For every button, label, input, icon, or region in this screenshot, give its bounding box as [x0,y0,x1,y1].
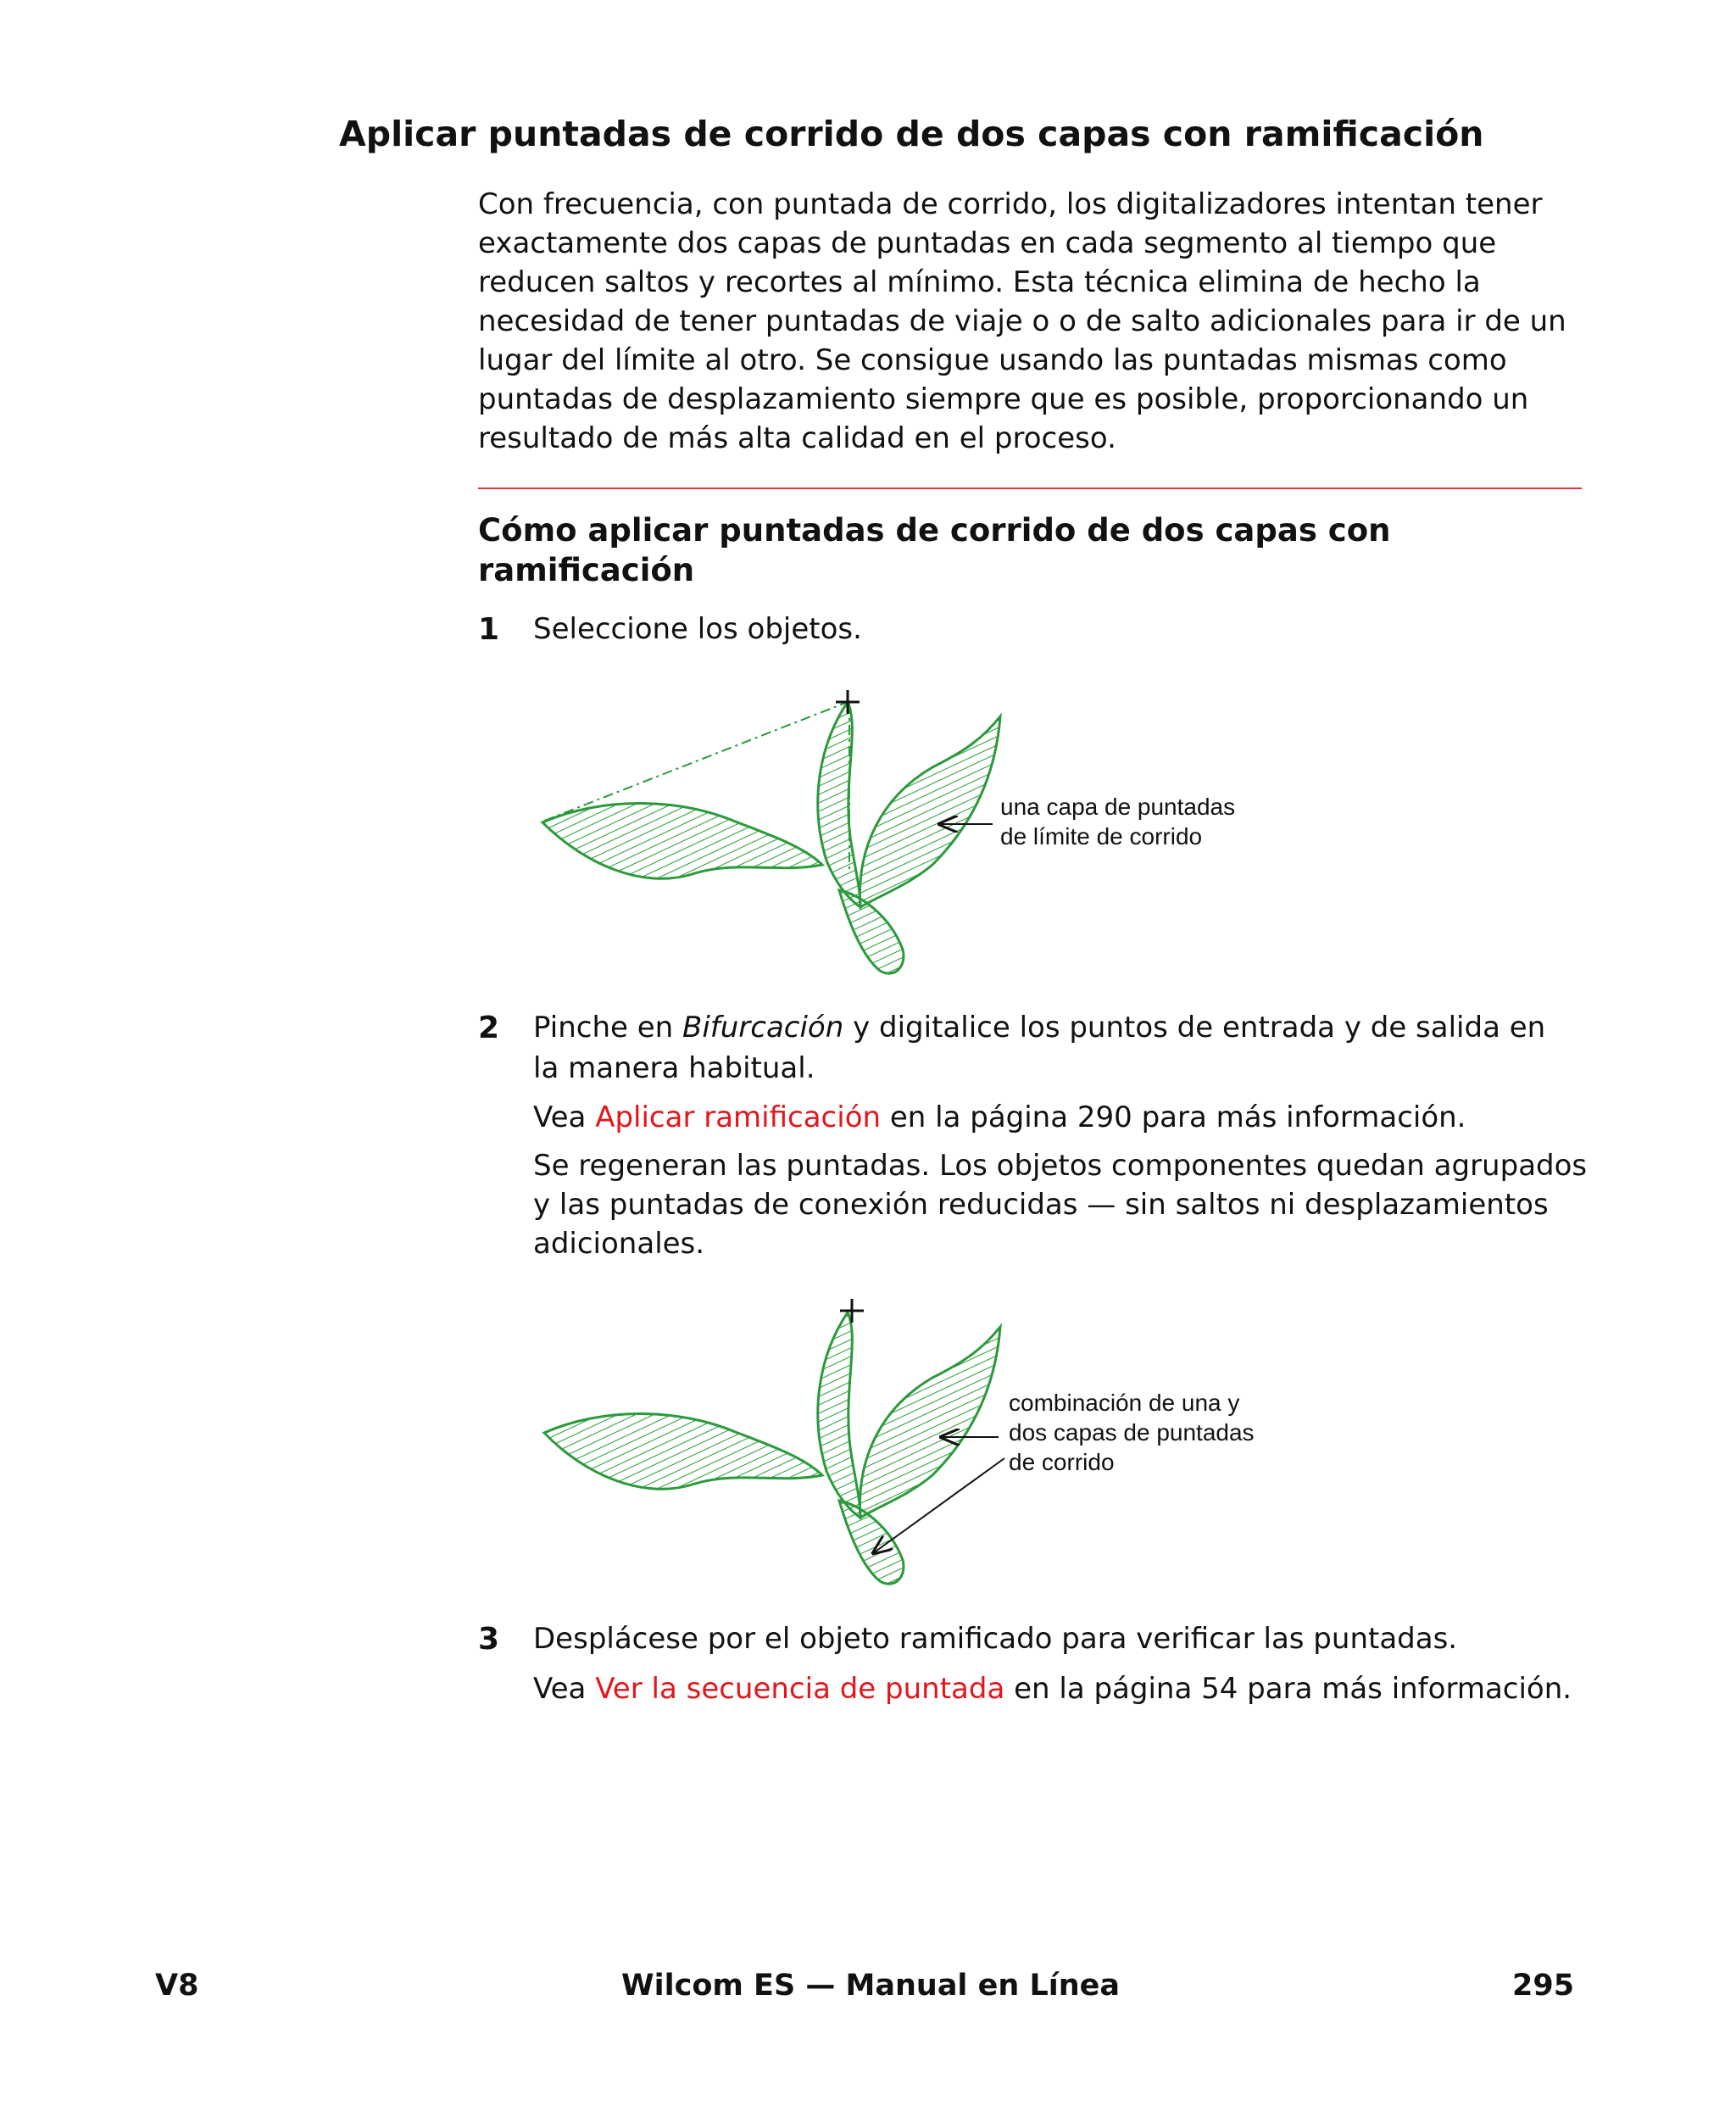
ref-suffix: en la página 290 para más información. [881,1100,1466,1134]
step-text-part: Pinche en [533,1011,682,1045]
intro-line: puntadas de desplazamiento siempre que es posible, proporcionando un [478,382,1529,416]
intro-paragraph [478,185,1597,458]
leaf-right [860,1327,1000,1518]
result-line: Se regeneran las puntadas. Los objetos componentes quedan agrupados [533,1149,1588,1183]
leaf-left [542,804,822,879]
footer-version: V8 [155,1969,199,2003]
crosshair-cursor-icon [836,690,860,714]
ref-prefix: Vea [533,1672,596,1706]
page-number: 295 [1512,1969,1575,2003]
ref-link[interactable]: Ver la secuencia de puntada [595,1672,1005,1706]
figure-label: de corrido [1009,1449,1115,1475]
ref-suffix: en la página 54 para más información. [1004,1672,1572,1706]
figure-single-layer-stitches [526,678,1305,983]
section-title: Aplicar puntadas de corrido de dos capas con ramificación [339,114,1484,154]
ref-prefix: Vea [533,1100,596,1134]
step-text: la manera habitual. [533,1051,815,1085]
leaf-bottom [839,890,904,973]
ref-link[interactable]: Aplicar ramificación [595,1100,882,1134]
leaf-right [860,716,1000,907]
figure-label: combinación de una y [1009,1390,1240,1416]
step-text-part: y digitalice los puntos de entrada y de salida en [843,1011,1546,1045]
step-number: 3 [478,1622,500,1657]
figure-combined-layer-stitches [526,1289,1305,1594]
footer-title: Wilcom ES — Manual en Línea [621,1969,1121,2003]
section-divider [478,487,1582,489]
result-line: adicionales. [533,1227,705,1261]
travel-line [544,702,848,821]
leaf-stem-vertical [818,702,860,907]
cross-reference [533,1672,1572,1706]
cross-reference [533,1100,1466,1134]
step-number: 1 [478,612,500,647]
intro-line: reducen saltos y recortes al mínimo. Esta técnica elimina de hecho la [478,265,1481,299]
leaf-bottom [839,1501,904,1584]
step-text: Seleccione los objetos. [533,612,862,646]
figure-label: una capa de puntadas [1000,794,1236,820]
command-name: Bifurcación [682,1011,844,1045]
intro-line: exactamente dos capas de puntadas en cada segmento al tiempo que [478,226,1497,260]
result-line: y las puntadas de conexión reducidas — sin saltos ni desplazamientos [533,1188,1549,1222]
procedure-title: Cómo aplicar puntadas de corrido de dos capas con ramificación [478,512,1391,588]
figure-label: dos capas de puntadas [1009,1419,1255,1446]
step-number: 2 [478,1011,500,1045]
step-text [533,1011,1545,1045]
intro-line: necesidad de tener puntadas de viaje o o de salto adicionales para ir de un [478,304,1566,338]
figure-label: de límite de corrido [1000,823,1203,850]
intro-line: Con frecuencia, con puntada de corrido, los digitalizadores intentan tener [478,187,1543,221]
step-text: Desplácese por el objeto ramificado para verificar las puntadas. [533,1622,1458,1656]
intro-line: lugar del límite al otro. Se consigue usando las puntadas mismas como [478,343,1507,377]
leaf-stem-vertical [818,1312,860,1518]
leaf-left [544,1414,822,1490]
intro-line: resultado de más alta calidad en el proceso. [478,421,1116,455]
